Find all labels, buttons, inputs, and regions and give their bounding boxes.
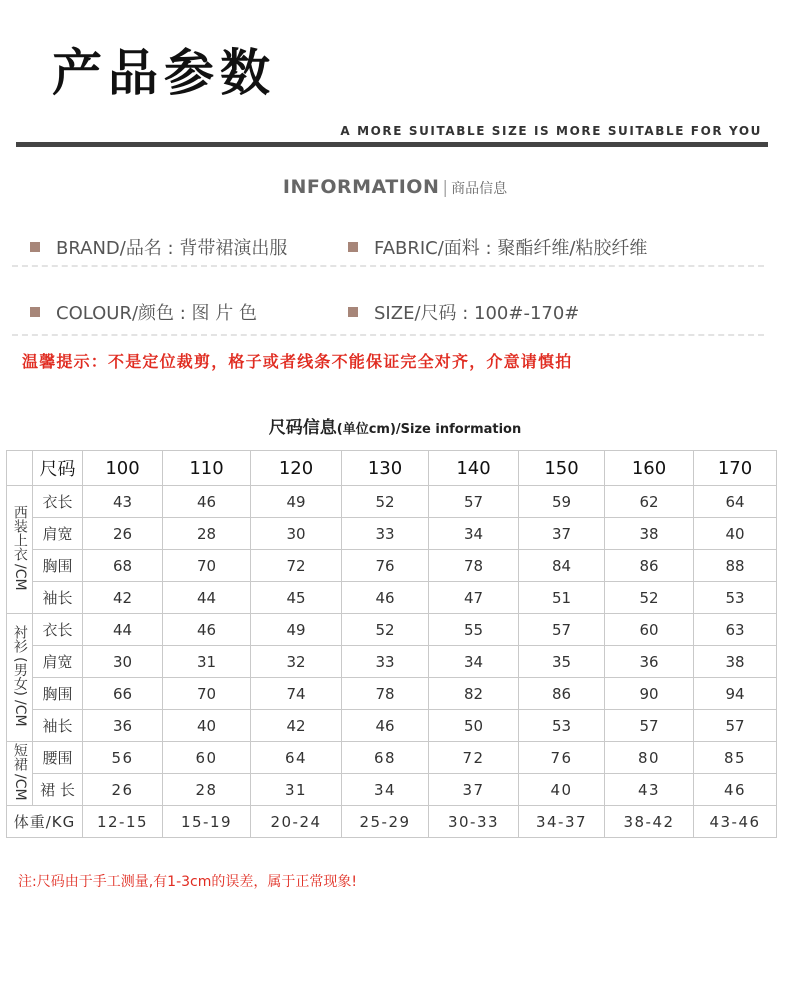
table-row — [7, 742, 777, 774]
table-cell: 43 — [605, 774, 694, 806]
square-bullet-icon — [348, 242, 358, 252]
table-cell: 33 — [342, 646, 429, 678]
table-cell: 59 — [519, 486, 605, 518]
page-subtitle: A MORE SUITABLE SIZE IS MORE SUITABLE FOR YOU — [340, 124, 762, 138]
row-label: 袖长 — [33, 710, 83, 742]
table-cell: 57 — [429, 486, 519, 518]
size-table — [6, 450, 777, 838]
weight-cell: 25-29 — [342, 806, 429, 838]
table-cell: 30 — [251, 518, 342, 550]
size-header-cell: 120 — [251, 451, 342, 486]
table-row — [7, 518, 777, 550]
size-table-title-unit: (单位cm)/Size information — [336, 422, 522, 437]
dashed-divider — [12, 334, 764, 336]
table-cell: 57 — [519, 614, 605, 646]
table-cell: 32 — [251, 646, 342, 678]
weight-cell: 12-15 — [83, 806, 163, 838]
table-cell: 80 — [605, 742, 694, 774]
table-cell: 88 — [694, 550, 777, 582]
table-cell: 53 — [519, 710, 605, 742]
table-cell: 40 — [694, 518, 777, 550]
table-cell: 68 — [342, 742, 429, 774]
row-label: 裙 长 — [33, 774, 83, 806]
group-label-skirt-unit: /CM — [11, 774, 28, 801]
information-heading — [0, 176, 790, 198]
spec-fabric — [348, 234, 647, 260]
table-cell: 52 — [605, 582, 694, 614]
table-cell: 46 — [694, 774, 777, 806]
table-cell: 40 — [163, 710, 251, 742]
table-cell: 40 — [519, 774, 605, 806]
table-cell: 57 — [694, 710, 777, 742]
table-cell: 28 — [163, 774, 251, 806]
table-cell: 85 — [694, 742, 777, 774]
group-label-suit — [7, 486, 33, 614]
table-row — [7, 582, 777, 614]
table-row — [7, 646, 777, 678]
table-cell: 42 — [251, 710, 342, 742]
table-cell: 76 — [519, 742, 605, 774]
weight-cell: 34-37 — [519, 806, 605, 838]
table-cell: 46 — [163, 614, 251, 646]
table-cell: 74 — [251, 678, 342, 710]
table-cell: 44 — [83, 614, 163, 646]
weight-cell: 30-33 — [429, 806, 519, 838]
table-cell: 64 — [251, 742, 342, 774]
square-bullet-icon — [30, 242, 40, 252]
row-label: 衣长 — [33, 614, 83, 646]
row-label: 肩宽 — [33, 518, 83, 550]
table-cell: 26 — [83, 774, 163, 806]
row-label: 肩宽 — [33, 646, 83, 678]
table-cell: 43 — [83, 486, 163, 518]
weight-label: 体重/KG — [7, 806, 83, 838]
square-bullet-icon — [30, 307, 40, 317]
table-cell: 63 — [694, 614, 777, 646]
dashed-divider — [12, 265, 764, 267]
weight-cell: 15-19 — [163, 806, 251, 838]
group-label-shirt-text: 衬衫 — [11, 625, 28, 654]
table-cell: 42 — [83, 582, 163, 614]
spec-colour-text: COLOUR/颜色 : 图 片 色 — [56, 303, 257, 324]
table-row — [7, 614, 777, 646]
table-cell: 84 — [519, 550, 605, 582]
table-cell: 35 — [519, 646, 605, 678]
table-cell: 68 — [83, 550, 163, 582]
table-row — [7, 486, 777, 518]
row-label: 胸围 — [33, 550, 83, 582]
table-row — [7, 550, 777, 582]
weight-cell: 43-46 — [694, 806, 777, 838]
group-label-skirt — [7, 742, 33, 806]
table-cell: 76 — [342, 550, 429, 582]
weight-cell: 20-24 — [251, 806, 342, 838]
table-cell: 46 — [163, 486, 251, 518]
table-cell: 78 — [429, 550, 519, 582]
table-cell: 34 — [429, 518, 519, 550]
table-cell: 47 — [429, 582, 519, 614]
size-header-label: 尺码 — [33, 451, 83, 486]
table-cell: 34 — [429, 646, 519, 678]
group-label-shirt — [7, 614, 33, 742]
table-cell: 55 — [429, 614, 519, 646]
spec-brand — [30, 234, 287, 260]
size-header-cell: 170 — [694, 451, 777, 486]
table-cell: 26 — [83, 518, 163, 550]
spec-size — [348, 299, 579, 325]
table-cell: 64 — [694, 486, 777, 518]
square-bullet-icon — [348, 307, 358, 317]
table-cell: 33 — [342, 518, 429, 550]
group-label-skirt-text: 短裙 — [11, 742, 28, 771]
table-cell: 46 — [342, 582, 429, 614]
table-corner — [7, 451, 33, 486]
table-row — [7, 678, 777, 710]
spec-fabric-text: FABRIC/面料 : 聚酯纤维/粘胶纤维 — [374, 238, 648, 259]
table-cell: 51 — [519, 582, 605, 614]
table-cell: 37 — [429, 774, 519, 806]
table-cell: 49 — [251, 486, 342, 518]
measurement-note: 注:尺码由于手工测量,有1-3cm的误差，属于正常现象! — [18, 874, 357, 890]
table-cell: 94 — [694, 678, 777, 710]
table-cell: 52 — [342, 614, 429, 646]
table-cell: 56 — [83, 742, 163, 774]
table-cell: 62 — [605, 486, 694, 518]
table-cell: 44 — [163, 582, 251, 614]
table-cell: 49 — [251, 614, 342, 646]
row-label: 腰围 — [33, 742, 83, 774]
table-cell: 52 — [342, 486, 429, 518]
size-header-cell: 110 — [163, 451, 251, 486]
table-cell: 37 — [519, 518, 605, 550]
table-cell: 31 — [251, 774, 342, 806]
size-header-cell: 150 — [519, 451, 605, 486]
table-cell: 34 — [342, 774, 429, 806]
row-label: 袖长 — [33, 582, 83, 614]
size-header-cell: 160 — [605, 451, 694, 486]
group-label-suit-unit: /CM — [11, 564, 28, 591]
spec-brand-text: BRAND/品名 : 背带裙演出服 — [56, 238, 288, 259]
page-title: 产品参数 — [52, 44, 276, 102]
spec-size-text: SIZE/尺码 : 100#-170# — [374, 303, 580, 324]
table-cell: 57 — [605, 710, 694, 742]
group-label-shirt-unit: /CM — [11, 699, 28, 727]
table-cell: 38 — [605, 518, 694, 550]
size-table-title — [0, 413, 790, 438]
spec-colour — [30, 299, 257, 325]
information-heading-en: INFORMATION — [282, 176, 440, 198]
table-row — [7, 774, 777, 806]
table-cell: 38 — [694, 646, 777, 678]
table-cell: 46 — [342, 710, 429, 742]
size-header-cell: 140 — [429, 451, 519, 486]
table-cell: 86 — [519, 678, 605, 710]
size-header-cell: 130 — [342, 451, 429, 486]
table-cell: 30 — [83, 646, 163, 678]
table-cell: 36 — [605, 646, 694, 678]
table-cell: 50 — [429, 710, 519, 742]
table-cell: 31 — [163, 646, 251, 678]
warning-text: 温馨提示：不是定位裁剪，格子或者线条不能保证完全对齐，介意请慎拍 — [22, 352, 573, 371]
table-cell: 53 — [694, 582, 777, 614]
table-cell: 82 — [429, 678, 519, 710]
group-label-suit-text: 西装上衣 — [11, 504, 28, 561]
row-label: 衣长 — [33, 486, 83, 518]
information-heading-separator: | — [442, 178, 449, 198]
size-header-row — [7, 451, 777, 486]
weight-cell: 38-42 — [605, 806, 694, 838]
table-cell: 28 — [163, 518, 251, 550]
table-cell: 72 — [251, 550, 342, 582]
table-cell: 60 — [605, 614, 694, 646]
table-cell: 78 — [342, 678, 429, 710]
group-label-shirt-gender: (男女) — [11, 656, 28, 696]
table-cell: 70 — [163, 550, 251, 582]
table-cell: 90 — [605, 678, 694, 710]
title-divider — [16, 142, 768, 147]
table-cell: 36 — [83, 710, 163, 742]
size-table-title-main: 尺码信息 — [268, 418, 337, 438]
table-cell: 66 — [83, 678, 163, 710]
size-header-cell: 100 — [83, 451, 163, 486]
table-cell: 86 — [605, 550, 694, 582]
table-cell: 45 — [251, 582, 342, 614]
table-row — [7, 710, 777, 742]
table-cell: 60 — [163, 742, 251, 774]
table-cell: 70 — [163, 678, 251, 710]
table-cell: 72 — [429, 742, 519, 774]
weight-row — [7, 806, 777, 838]
row-label: 胸围 — [33, 678, 83, 710]
information-heading-cn: 商品信息 — [451, 181, 508, 197]
